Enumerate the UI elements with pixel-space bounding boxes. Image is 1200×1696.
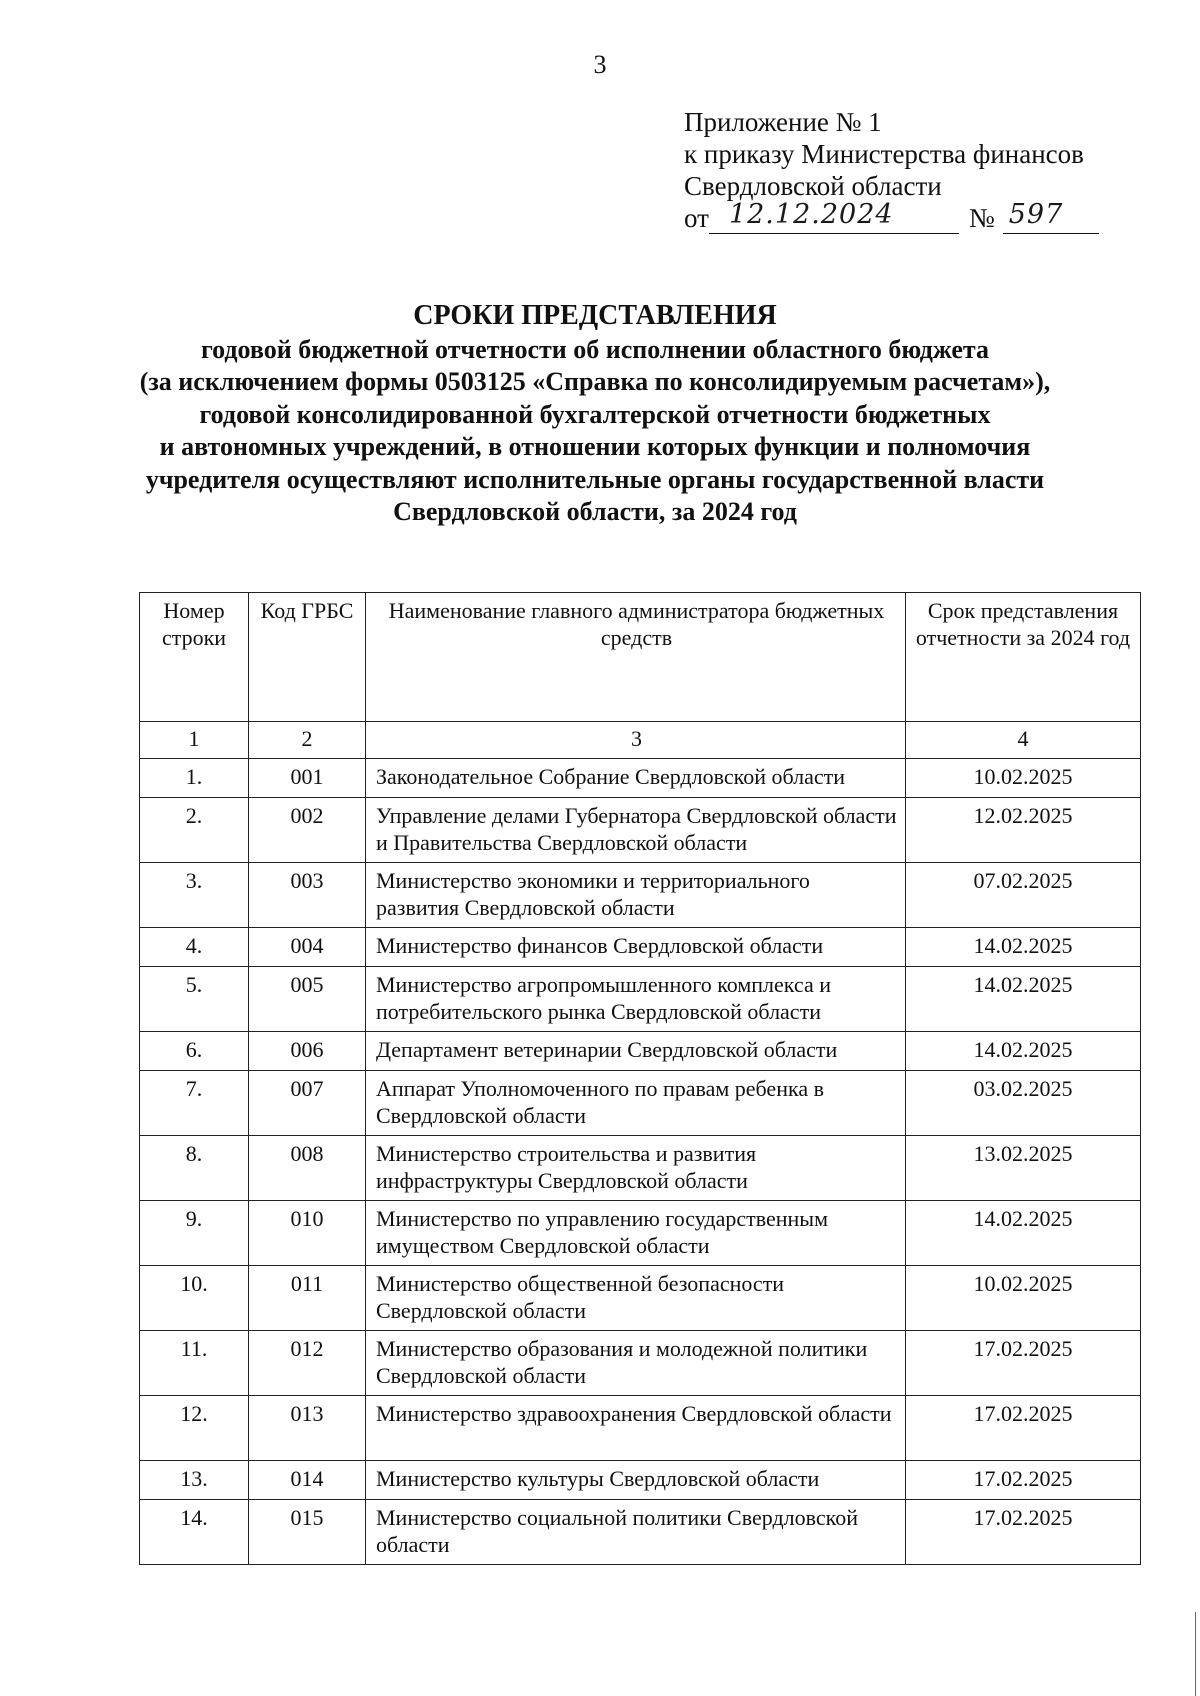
handwritten-number: 597 [1008,199,1064,230]
title-line-1: годовой бюджетной отчетности об исполнении областного бюджета [200,334,990,364]
grbs-code: 008 [249,1136,366,1201]
row-number: 6. [140,1032,249,1071]
row-number: 1. [140,759,249,798]
grbs-code: 010 [249,1201,366,1266]
appendix-block [684,106,1099,234]
title-line-6: Свердловской области, за 2024 год [393,497,797,526]
table-row [140,798,1141,863]
date-field [709,199,959,234]
deadline-date: 14.02.2025 [906,1201,1141,1266]
grbs-code: 003 [249,863,366,928]
header-row-number: Номер строки [140,593,249,722]
number-field [1003,199,1099,234]
row-number: 11. [140,1331,249,1396]
scan-edge-line [1195,1612,1196,1696]
administrator-name: Министерство общественной безопасности Свердловской области [366,1266,906,1331]
column-number: 2 [249,722,366,759]
deadline-date: 13.02.2025 [906,1136,1141,1201]
deadline-date: 14.02.2025 [906,928,1141,967]
table-row [140,1071,1141,1136]
table-row [140,1136,1141,1201]
deadline-date: 03.02.2025 [906,1071,1141,1136]
administrator-name: Аппарат Уполномоченного по правам ребенка в Свердловской области [366,1071,906,1136]
column-number: 1 [140,722,249,759]
administrator-name: Управление делами Губернатора Свердловской области и Правительства Свердловской области [366,798,906,863]
column-number: 3 [366,722,906,759]
title-line-5: учредителя осуществляют исполнительные органы государственной власти [145,464,1045,494]
header-deadline: Срок представления отчетности за 2024 год [906,593,1141,722]
row-number: 10. [140,1266,249,1331]
row-number: 8. [140,1136,249,1201]
deadline-date: 17.02.2025 [906,1331,1141,1396]
column-number: 4 [906,722,1141,759]
administrator-name: Министерство образования и молодежной политики Свердловской области [366,1331,906,1396]
administrator-name: Министерство по управлению государственным имуществом Свердловской области [366,1201,906,1266]
deadline-date: 14.02.2025 [906,967,1141,1032]
deadline-date: 17.02.2025 [906,1461,1141,1500]
title-main: СРОКИ ПРЕДСТАВЛЕНИЯ [413,300,777,331]
appendix-line-1: Приложение № 1 [684,107,882,137]
header-name: Наименование главного администратора бюджетных средств [366,593,906,722]
order-date-number-row [684,199,1099,234]
table-header-row [140,593,1141,722]
document-title [60,300,1130,529]
title-line-4: и автономных учреждений, в отношении которых функции и полномочия [159,432,1031,461]
appendix-line-3: Свердловской области [684,171,942,201]
administrator-name: Министерство культуры Свердловской области [366,1461,906,1500]
row-number: 9. [140,1201,249,1266]
table-row [140,1032,1141,1071]
deadline-date: 14.02.2025 [906,1032,1141,1071]
grbs-code: 005 [249,967,366,1032]
table-row [140,928,1141,967]
title-line-2: (за исключением формы 0503125 «Справка по консолидируемым расчетам»), [139,367,1051,396]
table-row [140,967,1141,1032]
grbs-code: 013 [249,1396,366,1461]
row-number: 12. [140,1396,249,1461]
grbs-code: 012 [249,1331,366,1396]
administrator-name: Министерство социальной политики Свердловской области [366,1500,906,1565]
title-line-3: годовой консолидированной бухгалтерской отчетности бюджетных [199,399,991,429]
table-row [140,863,1141,928]
row-number: 4. [140,928,249,967]
grbs-code: 007 [249,1071,366,1136]
table-row [140,1396,1141,1461]
administrator-name: Департамент ветеринарии Свердловской области [366,1032,906,1071]
appendix-line-2: к приказу Министерства финансов [684,139,1084,169]
administrator-name: Министерство агропромышленного комплекса и потребительского рынка Свердловской области [366,967,906,1032]
deadlines-table [139,592,1141,1565]
row-number: 13. [140,1461,249,1500]
administrator-name: Министерство экономики и территориального развития Свердловской области [366,863,906,928]
table-row [140,1201,1141,1266]
table-row [140,1331,1141,1396]
grbs-code: 015 [249,1500,366,1565]
table-row [140,1500,1141,1565]
row-number: 2. [140,798,249,863]
row-number: 3. [140,863,249,928]
table-row [140,759,1141,798]
deadline-date: 17.02.2025 [906,1500,1141,1565]
table-row [140,1266,1141,1331]
administrator-name: Министерство финансов Свердловской области [366,928,906,967]
number-prefix: № [968,203,995,233]
row-number: 7. [140,1071,249,1136]
grbs-code: 014 [249,1461,366,1500]
deadline-date: 10.02.2025 [906,759,1141,798]
date-prefix: от [684,203,709,233]
grbs-code: 002 [249,798,366,863]
deadline-date: 17.02.2025 [906,1396,1141,1461]
header-code: Код ГРБС [249,593,366,722]
grbs-code: 006 [249,1032,366,1071]
page-number: 3 [593,50,607,79]
grbs-code: 001 [249,759,366,798]
administrator-name: Министерство строительства и развития инфраструктуры Свердловской области [366,1136,906,1201]
row-number: 14. [140,1500,249,1565]
administrator-name: Министерство здравоохранения Свердловской области [366,1396,906,1461]
grbs-code: 011 [249,1266,366,1331]
administrator-name: Законодательное Собрание Свердловской области [366,759,906,798]
column-number-row [140,722,1141,759]
handwritten-date: 12.12.2024 [728,199,894,230]
row-number: 5. [140,967,249,1032]
deadline-date: 07.02.2025 [906,863,1141,928]
deadline-date: 12.02.2025 [906,798,1141,863]
deadline-date: 10.02.2025 [906,1266,1141,1331]
grbs-code: 004 [249,928,366,967]
table-row [140,1461,1141,1500]
